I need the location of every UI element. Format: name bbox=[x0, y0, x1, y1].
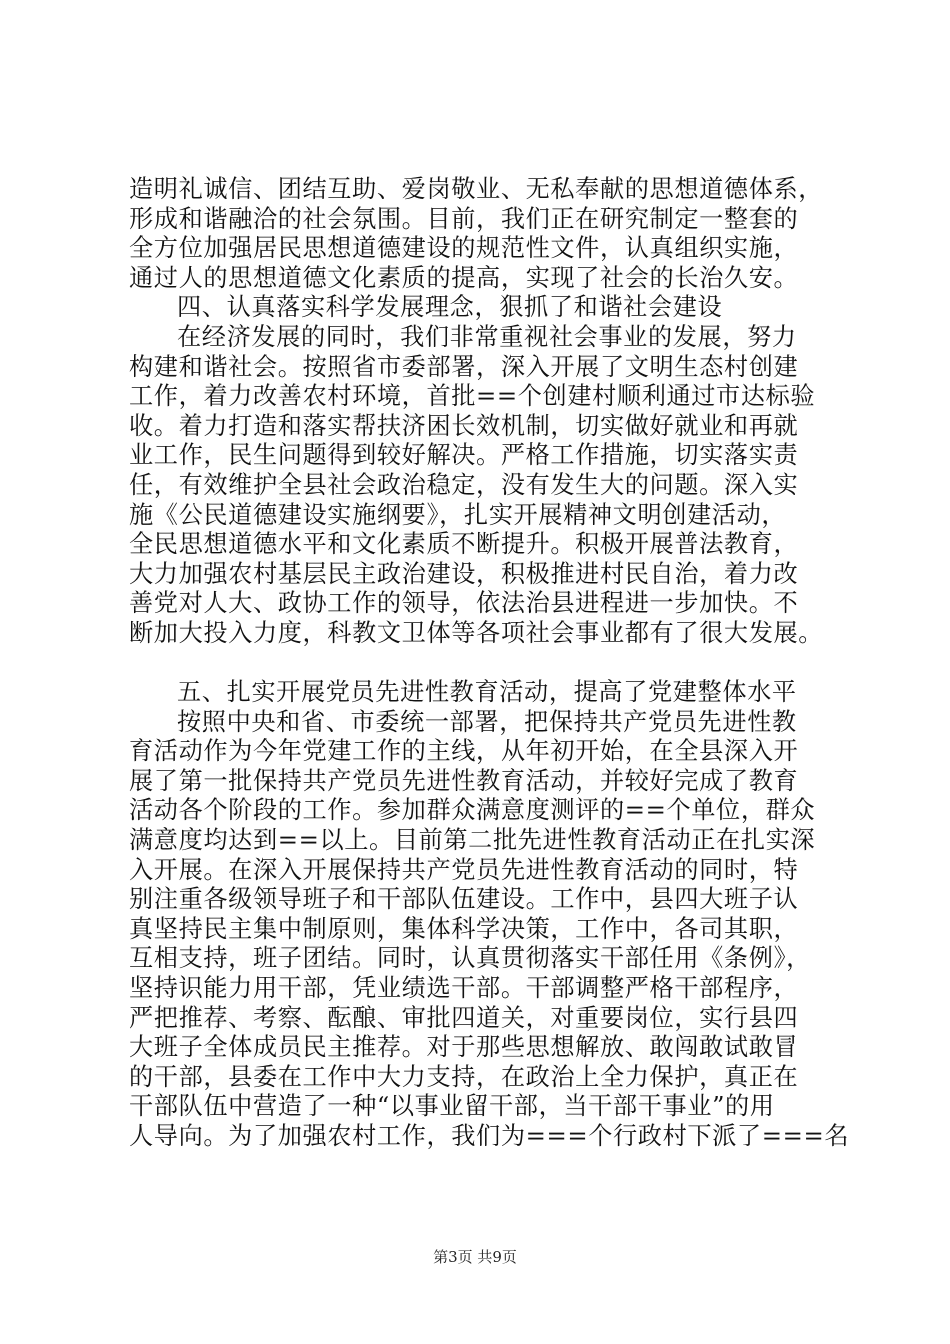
page-number-label: 第3页 共9页 bbox=[433, 1248, 517, 1266]
text-line: 满意度均达到==以上。目前第二批先进性教育活动正在扎实深 bbox=[129, 826, 816, 855]
text-line: 真坚持民主集中制原则，集体科学决策，工作中，各司其职， bbox=[129, 914, 799, 943]
text-line: 构建和谐社会。按照省市委部署，深入开展了文明生态村创建 bbox=[129, 352, 799, 381]
section-heading-5: 五、扎实开展党员先进性教育活动，提高了党建整体水平 bbox=[177, 678, 797, 707]
text-line: 大班子全体成员民主推荐。对于那些思想解放、敢闯敢试敢冒 bbox=[129, 1033, 799, 1062]
text-line: 任，有效维护全县社会政治稳定，没有发生大的问题。深入实 bbox=[129, 470, 799, 499]
paragraph-gap bbox=[129, 649, 829, 679]
section-heading-4: 四、认真落实科学发展理念，狠抓了和谐社会建设 bbox=[177, 293, 723, 322]
text-line: 收。着力打造和落实帮扶济困长效机制，切实做好就业和再就 bbox=[129, 411, 799, 440]
text-line: 干部队伍中营造了一种“以事业留干部，当干部干事业”的用 bbox=[129, 1092, 775, 1121]
text-line: 全方位加强居民思想道德建设的规范性文件，认真组织实施， bbox=[129, 234, 799, 263]
text-line: 断加大投入力度，科教文卫体等各项社会事业都有了很大发展。 bbox=[129, 618, 824, 647]
text-line: 别注重各级领导班子和干部队伍建设。工作中，县四大班子认 bbox=[129, 885, 799, 914]
text-line: 形成和谐融洽的社会氛围。目前，我们正在研究制定一整套的 bbox=[129, 204, 799, 233]
text-line: 的干部，县委在工作中大力支持，在政治上全力保护，真正在 bbox=[129, 1062, 799, 1091]
text-line: 人导向。为了加强农村工作，我们为===个行政村下派了===名 bbox=[129, 1122, 850, 1150]
text-line: 活动各个阶段的工作。参加群众满意度测评的==个单位，群众 bbox=[129, 796, 816, 825]
text-line: 造明礼诚信、团结互助、爱岗敬业、无私奉献的思想道德体系， bbox=[129, 175, 824, 203]
page-footer bbox=[0, 1247, 950, 1267]
text-line: 通过人的思想道德文化素质的提高，实现了社会的长治久安。 bbox=[129, 263, 799, 292]
text-line: 入开展。在深入开展保持共产党员先进性教育活动的同时，特 bbox=[129, 855, 799, 884]
text-line: 严把推荐、考察、酝酿、审批四道关，对重要岗位，实行县四 bbox=[129, 1003, 799, 1032]
text-line: 善党对人大、政协工作的领导，依法治县进程进一步加快。不 bbox=[129, 589, 799, 618]
text-line: 施《公民道德建设实施纲要》，扎实开展精神文明创建活动， bbox=[129, 500, 787, 529]
text-line: 展了第一批保持共产党员先进性教育活动，并较好完成了教育 bbox=[129, 766, 799, 795]
text-line: 育活动作为今年党建工作的主线，从年初开始，在全县深入开 bbox=[129, 737, 799, 766]
text-line: 大力加强农村基层民主政治建设，积极推进村民自治，着力改 bbox=[129, 559, 799, 588]
text-line: 在经济发展的同时，我们非常重视社会事业的发展，努力 bbox=[177, 322, 797, 351]
text-line: 坚持识能力用干部，凭业绩选干部。干部调整严格干部程序， bbox=[129, 974, 799, 1003]
text-line: 工作，着力改善农村环境，首批==个创建村顺利通过市达标验 bbox=[129, 382, 816, 411]
text-line: 业工作，民生问题得到较好解决。严格工作措施，切实落实责 bbox=[129, 441, 799, 470]
text-line: 按照中央和省、市委统一部署，把保持共产党员先进性教 bbox=[177, 707, 797, 736]
text-line: 互相支持，班子团结。同时，认真贯彻落实干部任用《条例》， bbox=[129, 944, 811, 973]
text-line: 全民思想道德水平和文化素质不断提升。积极开展普法教育， bbox=[129, 530, 799, 559]
document-body bbox=[129, 175, 850, 1152]
